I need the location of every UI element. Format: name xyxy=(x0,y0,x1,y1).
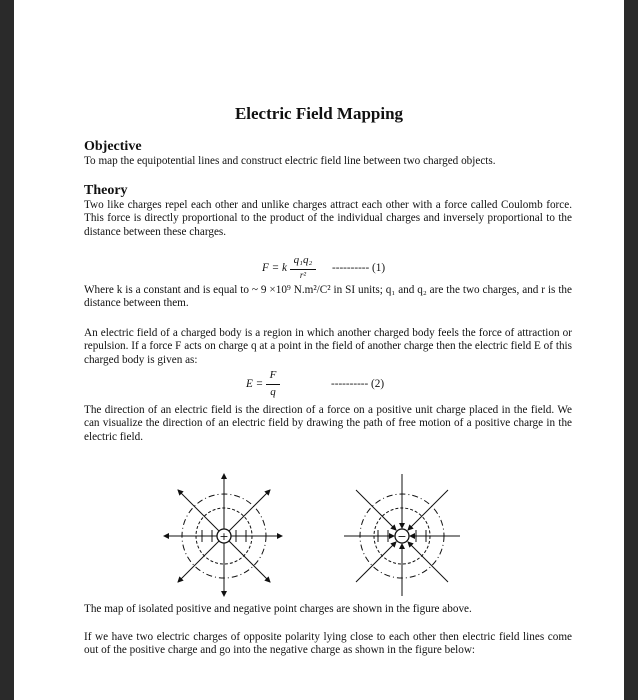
equation-1-number: ---------- (1) xyxy=(332,262,386,274)
negative-charge-field-diagram xyxy=(336,470,468,600)
equation-2-lhs: E = xyxy=(246,378,264,390)
objective-heading: Objective xyxy=(84,139,142,154)
equation-1-denominator: r² xyxy=(299,270,307,280)
equation-2-fraction-bar xyxy=(266,384,280,385)
equation-2-number: ---------- (2) xyxy=(331,378,385,390)
equation-1-lhs: F = k xyxy=(262,262,287,274)
figure-caption: The map of isolated positive and negative point charges are shown in the figure above. xyxy=(84,603,472,615)
objective-text: To map the equipotential lines and construct electric field line between two charged objects. xyxy=(84,155,496,167)
theory-paragraph-1: Two like charges repel each other and unlike charges attract each other with a force called Coulomb force. This force is directly proportional to the product of the individual charges and inversely proportional to the distance between these charges. xyxy=(84,199,572,238)
positive-charge-symbol: + xyxy=(219,530,229,543)
document-page xyxy=(14,0,624,700)
theory-paragraph-4: If we have two electric charges of opposite polarity lying close to each other then electric field lines come out of the positive charge and go into the negative charge as shown in the figure below: xyxy=(84,631,572,657)
theory-paragraph-3: The direction of an electric field is the direction of a force on a positive unit charge placed in the field. We can visualize the direction of an electric field by drawing the path of free motion of a positive charge in the electric field. xyxy=(84,404,572,443)
equation-2-numerator: F xyxy=(269,369,277,381)
negative-charge-symbol: − xyxy=(397,530,407,543)
theory-paragraph-2: An electric field of a charged body is a region in which another charged body feels the force of attraction or repulsion. If a force F acts on charge q at a point in the field of another charge then the electric field E of this charged body is given as: xyxy=(84,327,572,366)
page-title: Electric Field Mapping xyxy=(234,104,404,123)
positive-charge-field-diagram xyxy=(158,470,290,600)
where-paragraph: Where k is a constant and is equal to ~ 9 ×10⁹ N.m²/C² in SI units; q₁ and q₂ are the two charges, and r is the distance between them. xyxy=(84,284,572,310)
equation-2-denominator: q xyxy=(270,386,276,398)
theory-heading: Theory xyxy=(84,183,128,198)
equation-1-numerator: q₁q₂ xyxy=(293,254,313,266)
